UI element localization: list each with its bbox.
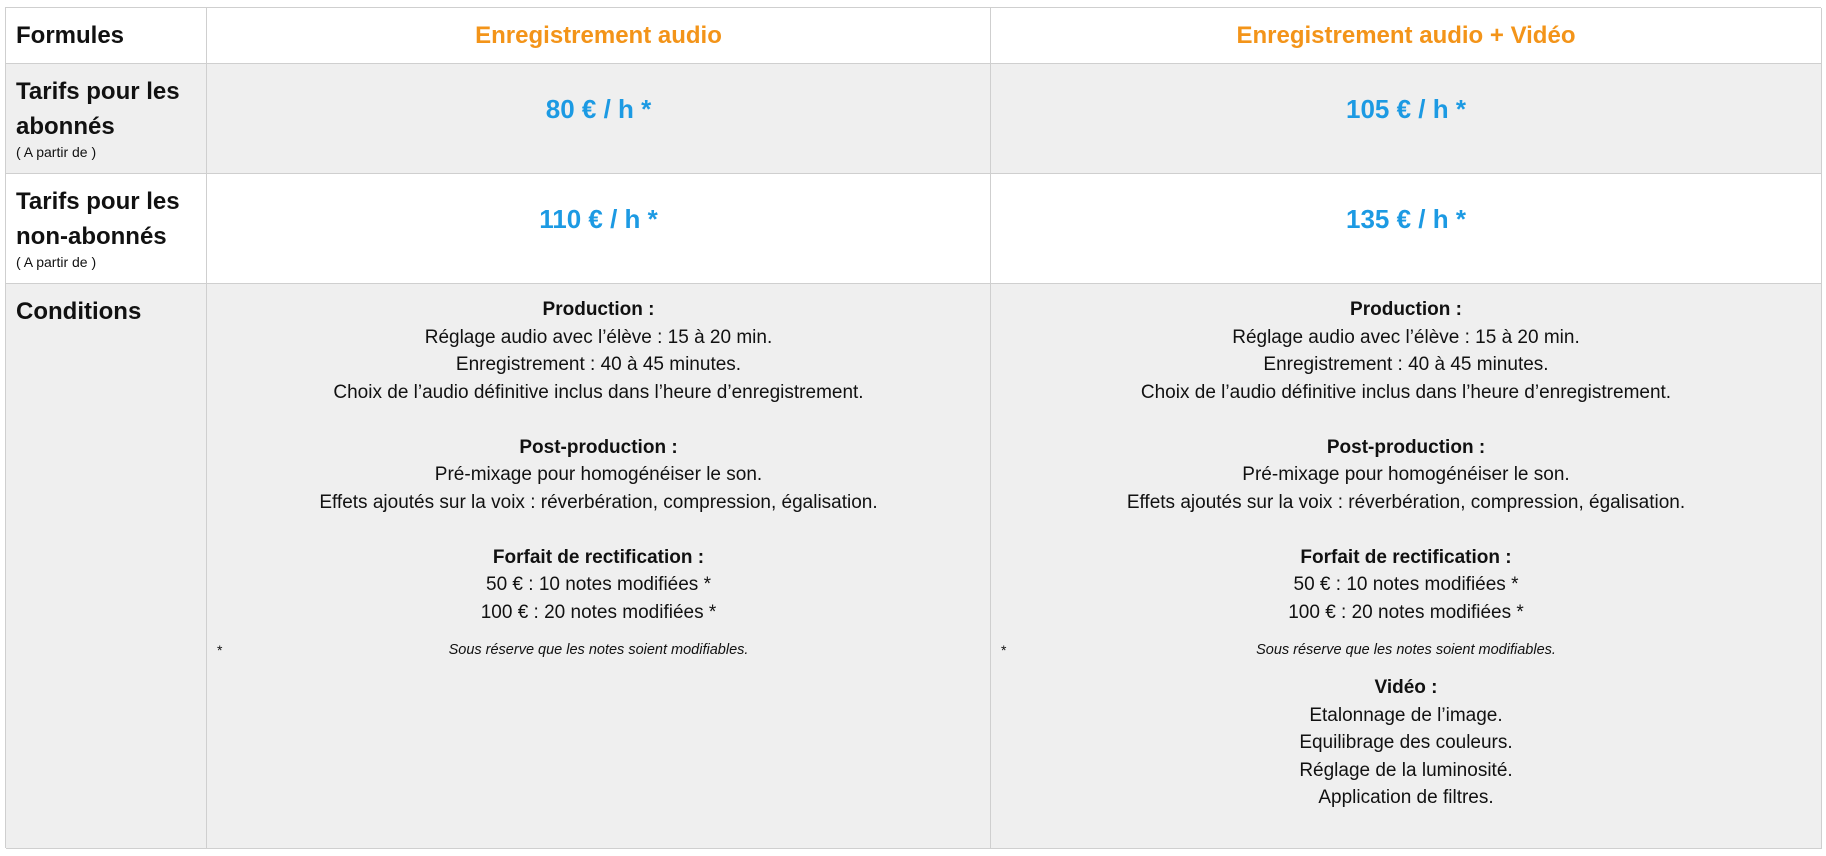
forfait-line: 50 € : 10 notes modifiées * — [486, 574, 711, 595]
subscribers-label-line1: Tarifs pour les — [16, 78, 180, 105]
production-line: Enregistrement : 40 à 45 minutes. — [455, 354, 742, 375]
header-label-cell — [6, 8, 207, 64]
production-title: Production : — [542, 299, 655, 320]
post-production-line: Pré-mixage pour homogénéiser le son. — [1242, 464, 1570, 485]
subscribers-video-price: 105 € / h * — [1346, 94, 1466, 124]
subscribers-note: ( A partir de ) — [16, 144, 97, 160]
subscribers-label-line2: abonnés — [16, 113, 115, 140]
forfait-title: Forfait de rectification : — [1300, 546, 1512, 568]
subscribers-video-price-cell — [991, 64, 1822, 174]
video-title: Vidéo : — [1374, 677, 1438, 698]
post-production-title: Post-production : — [519, 436, 678, 458]
video-line: Réglage de la luminosité. — [1299, 759, 1513, 781]
column-title-audio-video: Enregistrement audio + Vidéo — [1236, 21, 1576, 49]
non-subscribers-audio-price-cell — [207, 174, 991, 284]
post-production-title: Post-production : — [1326, 436, 1486, 458]
post-production-line: Effets ajoutés sur la voix : réverbération, compression, égalisation. — [319, 491, 878, 513]
forfait-title: Forfait de rectification : — [492, 546, 705, 568]
formules-label: Formules — [16, 22, 125, 49]
footnote-star: * — [217, 642, 223, 658]
pricing-table — [5, 7, 1821, 848]
header-audio-cell — [207, 8, 991, 64]
non-subscribers-label-line1: Tarifs pour les — [16, 188, 180, 215]
production-line: Choix de l’audio définitive inclus dans l’heure d’enregistrement. — [1140, 381, 1672, 403]
conditions-video-cell — [991, 284, 1822, 849]
non-subscribers-audio-price: 110 € / h * — [539, 204, 658, 234]
column-title-audio: Enregistrement audio — [475, 21, 722, 49]
production-line: Enregistrement : 40 à 45 minutes. — [1263, 354, 1549, 375]
non-subscribers-video-price-cell — [991, 174, 1822, 284]
footnote — [991, 638, 1821, 662]
production-title: Production : — [1350, 299, 1462, 320]
non-subscribers-label-line2: non-abonnés — [16, 223, 167, 250]
subscribers-label-cell — [6, 64, 207, 174]
post-production-line: Effets ajoutés sur la voix : réverbération, compression, égalisation. — [1126, 491, 1686, 513]
non-subscribers-label-cell — [6, 174, 207, 284]
conditions-label-cell — [6, 284, 207, 849]
header-video-cell — [991, 8, 1822, 64]
video-line: Etalonnage de l’image. — [1309, 704, 1503, 726]
footnote-text: Sous réserve que les notes soient modifiables. — [1256, 642, 1556, 658]
forfait-line: 100 € : 20 notes modifiées * — [1288, 601, 1524, 623]
production-line: Réglage audio avec l’élève : 15 à 20 min. — [1232, 326, 1580, 348]
non-subscribers-note: ( A partir de ) — [16, 254, 97, 270]
video-line: Application de filtres. — [1318, 787, 1494, 808]
conditions-label: Conditions — [16, 298, 142, 325]
production-line: Choix de l’audio définitive inclus dans l’heure d’enregistrement. — [333, 381, 864, 403]
video-line: Equilibrage des couleurs. — [1299, 732, 1513, 753]
non-subscribers-video-price: 135 € / h * — [1346, 204, 1466, 234]
forfait-line: 100 € : 20 notes modifiées * — [480, 601, 717, 623]
production-line: Réglage audio avec l’élève : 15 à 20 min. — [424, 326, 773, 348]
footnote-text: Sous réserve que les notes soient modifiables. — [448, 642, 749, 658]
conditions-audio-cell — [207, 284, 991, 849]
post-production-line: Pré-mixage pour homogénéiser le son. — [434, 464, 763, 485]
footnote — [207, 638, 990, 662]
subscribers-audio-price-cell — [207, 64, 991, 174]
footnote-star: * — [1001, 642, 1007, 658]
subscribers-audio-price: 80 € / h * — [545, 94, 652, 124]
forfait-line: 50 € : 10 notes modifiées * — [1293, 574, 1519, 595]
